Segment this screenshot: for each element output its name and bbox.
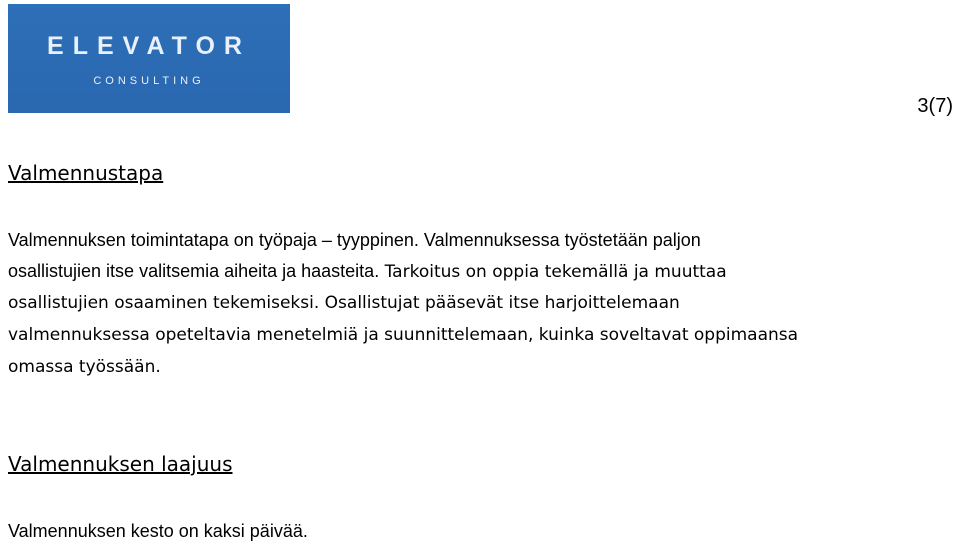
elevator-logo-graphic — [8, 4, 290, 113]
paragraph-line: valmennuksessa opeteltavia menetelmiä ja suunnittelemaan, kuinka soveltavat oppimaansa — [8, 325, 799, 345]
paragraph-line: osallistujien osaaminen tekemiseksi. Osallistujat pääsevät itse harjoittelemaan — [8, 293, 680, 313]
page-number: 3(7) — [917, 95, 953, 117]
paragraph-line-segment: Tarkoitus on oppia tekemällä ja muuttaa — [379, 262, 727, 282]
paragraph-line: Valmennuksen toimintatapa on työpaja – tyyppinen. Valmennuksessa työstetään paljon — [8, 230, 701, 250]
paragraph-line-segment: osallistujien itse valitsemia aiheita ja haasteita. — [8, 261, 380, 281]
paragraph-line: omassa työssään. — [8, 357, 161, 377]
logo-name: ELEVATOR — [47, 32, 251, 60]
section-heading-valmennuksen-laajuus: Valmennuksen laajuus — [8, 452, 233, 476]
paragraph-line — [8, 260, 727, 283]
section-heading-valmennustapa: Valmennustapa — [8, 161, 164, 185]
company-logo — [8, 4, 290, 113]
paragraph-line: Valmennuksen kesto on kaksi päivää. — [8, 521, 308, 541]
logo-tagline: CONSULTING — [93, 75, 205, 87]
